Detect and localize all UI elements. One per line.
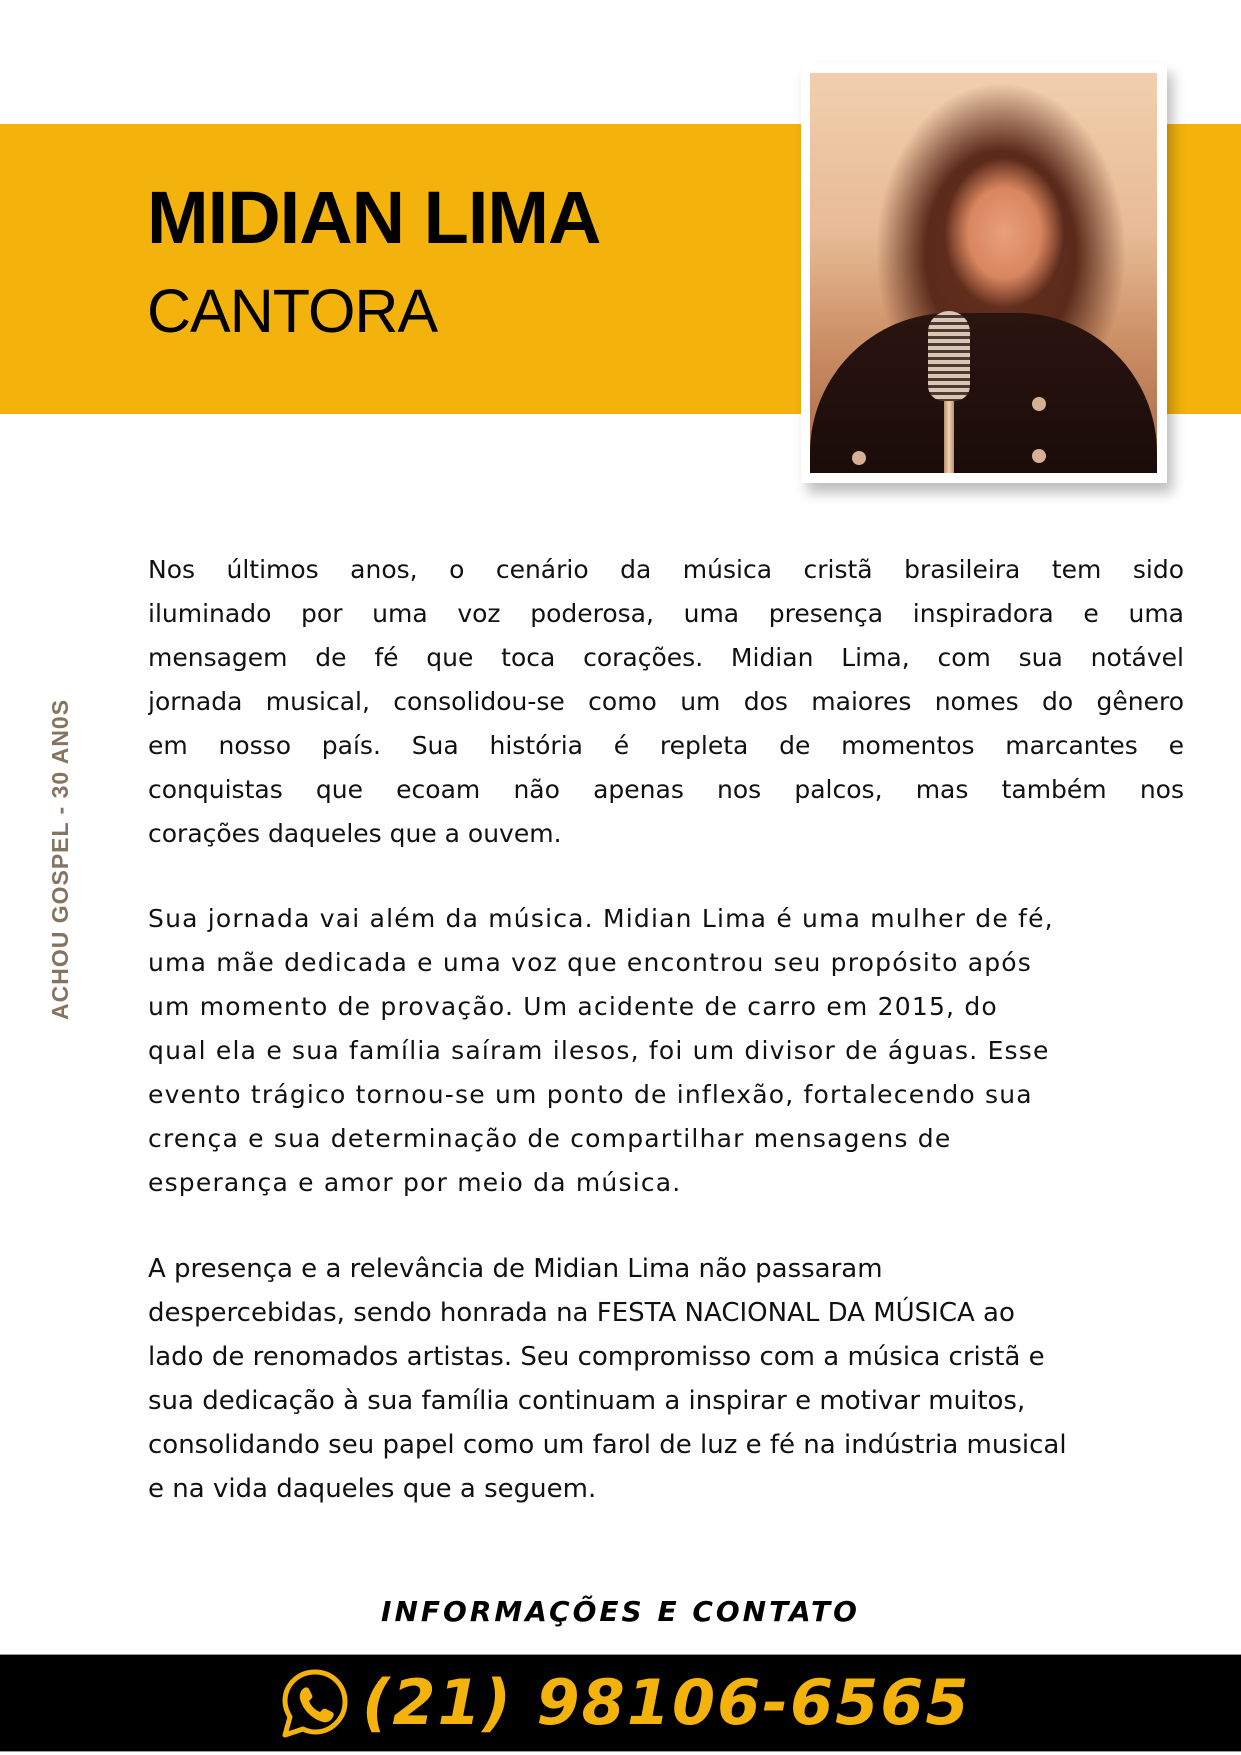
paragraph-1 — [148, 548, 1184, 856]
paragraph-line: mensagem de fé que toca corações. Midian Lima, com sua notável — [148, 643, 1184, 672]
artist-name: MIDIAN LIMA — [147, 176, 601, 259]
paragraph-line: qual ela e sua família saíram ilesos, foi um divisor de águas. Esse — [148, 1036, 1050, 1065]
header-band-right — [1166, 124, 1241, 414]
paragraph-line: em nosso país. Sua história é repleta de momentos marcantes e — [148, 731, 1184, 760]
photo-jacket-button — [1032, 449, 1046, 463]
artist-photo — [810, 73, 1157, 473]
paragraph-line: consolidando seu papel como um farol de luz e fé na indústria musical — [148, 1430, 1067, 1460]
contact-phone[interactable]: (21) 98106-6565 — [362, 1666, 971, 1739]
paragraph-2 — [148, 897, 1184, 1205]
paragraph-line: uma mãe dedicada e uma voz que encontrou seu propósito após — [148, 948, 1033, 977]
whatsapp-icon[interactable] — [280, 1668, 350, 1740]
paragraph-line: iluminado por uma voz poderosa, uma presença inspiradora e uma — [148, 599, 1184, 628]
paragraph-3 — [148, 1247, 1184, 1511]
photo-jacket — [810, 313, 1157, 473]
paragraph-line: esperança e amor por meio da música. — [148, 1168, 682, 1197]
paragraph-line: Nos últimos anos, o cenário da música cristã brasileira tem sido — [148, 555, 1184, 584]
artist-role: CANTORA — [147, 277, 438, 345]
paragraph-line: despercebidas, sendo honrada na FESTA NACIONAL DA MÚSICA ao — [148, 1298, 1015, 1328]
paragraph-line: A presença e a relevância de Midian Lima não passaram — [148, 1254, 883, 1284]
paragraph-line: e na vida daqueles que a seguem. — [148, 1474, 597, 1504]
paragraph-line: lado de renomados artistas. Seu compromisso com a música cristã e — [148, 1342, 1045, 1372]
paragraph-line: corações daqueles que a ouvem. — [148, 819, 562, 848]
paragraph-line: Sua jornada vai além da música. Midian Lima é uma mulher de fé, — [148, 904, 1054, 933]
header-band-left — [0, 124, 801, 414]
paragraph-line: crença e sua determinação de compartilhar mensagens de — [148, 1124, 952, 1153]
side-label: ACHOU GOSPEL - 30 AN0S — [47, 698, 73, 1020]
paragraph-line: um momento de provação. Um acidente de carro em 2015, do — [148, 992, 998, 1021]
paragraph-line: sua dedicação à sua família continuam a inspirar e motivar muitos, — [148, 1386, 1026, 1416]
paragraph-line: conquistas que ecoam não apenas nos palcos, mas também nos — [148, 775, 1184, 804]
contact-bar — [0, 1654, 1241, 1752]
photo-microphone — [928, 311, 970, 401]
photo-jacket-button — [1032, 397, 1046, 411]
photo-frame — [801, 63, 1167, 483]
photo-jacket-button — [852, 451, 866, 465]
photo-mic-stand — [944, 399, 954, 473]
contact-heading: INFORMAÇÕES E CONTATO — [381, 1595, 860, 1628]
paragraph-line: evento trágico tornou-se um ponto de inflexão, fortalecendo sua — [148, 1080, 1033, 1109]
paragraph-line: jornada musical, consolidou-se como um dos maiores nomes do gênero — [148, 687, 1184, 716]
